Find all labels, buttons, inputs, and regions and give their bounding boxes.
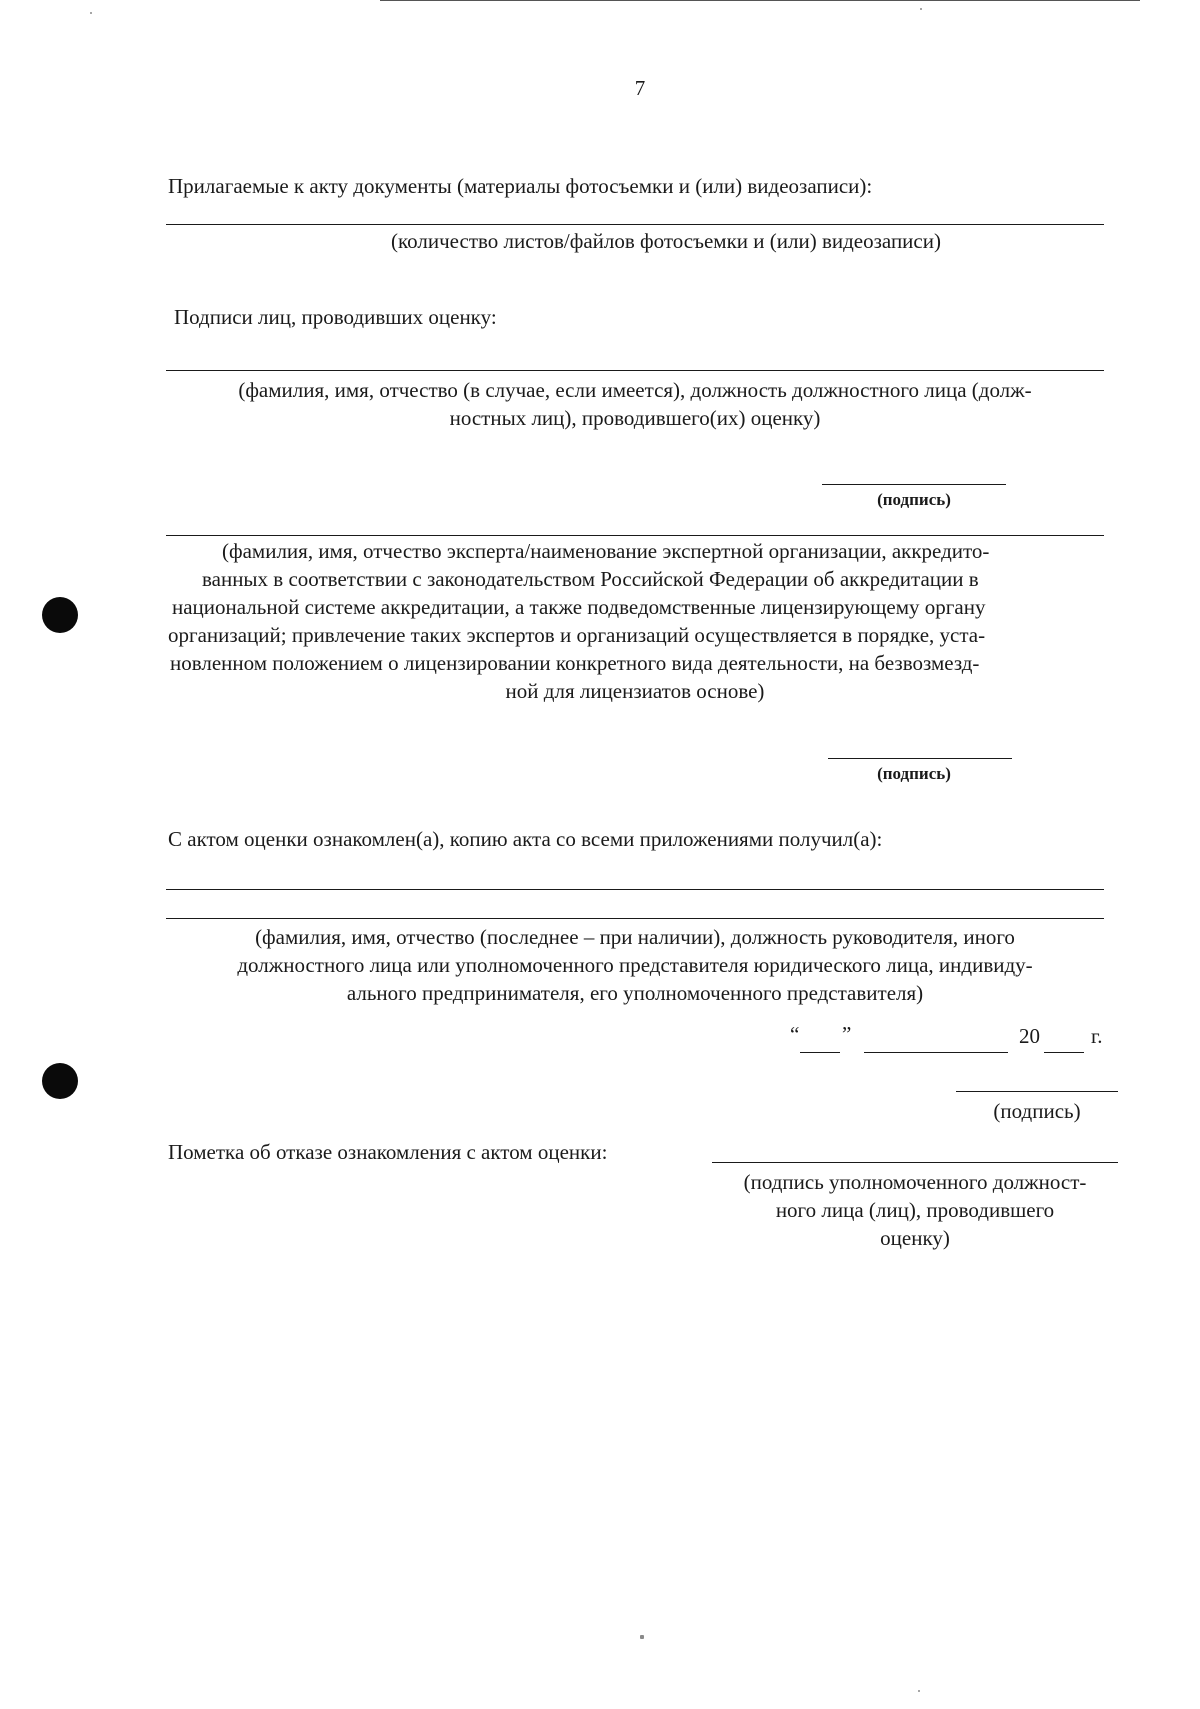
date-month-line (864, 1052, 1008, 1053)
acquaintance-signature-label: (подпись) (993, 1099, 1081, 1123)
official-name-line (166, 370, 1104, 371)
official-caption-line-2: ностных лиц), проводившего(их) оценку) (449, 406, 821, 430)
acquaintance-line-1 (166, 889, 1104, 890)
scan-speck (640, 1635, 644, 1639)
signature-label-1: (подпись) (877, 490, 951, 509)
expert-caption-line-2: ванных в соответствии с законодательством Российской Федерации об аккредитации в (202, 567, 979, 591)
signature-label-2: (подпись) (877, 764, 951, 783)
date-day-line (800, 1052, 840, 1053)
acquaintance-caption-line-2: должностного лица или уполномоченного представителя юридического лица, индивиду- (237, 953, 1033, 977)
scan-top-edge (380, 0, 1140, 1)
signatures-heading: Подписи лиц, проводивших оценку: (174, 305, 497, 329)
date-close-quote: ” (842, 1022, 852, 1046)
scan-speck (920, 8, 922, 10)
date-year-prefix: 20 (1019, 1024, 1040, 1048)
expert-name-line (166, 535, 1104, 536)
expert-caption-line-5: новленном положением о лицензировании конкретного вида деятельности, на безвозмезд- (170, 651, 980, 675)
refusal-signature-line (712, 1162, 1118, 1163)
signature-line-2 (828, 758, 1012, 759)
refusal-caption-line-1: (подпись уполномоченного должност- (743, 1170, 1087, 1194)
date-year-suffix: г. (1091, 1024, 1103, 1048)
acquaintance-caption-line-1: (фамилия, имя, отчество (последнее – при наличии), должность руководителя, иного (255, 925, 1015, 949)
expert-caption-line-6: ной для лицензиатов основе) (505, 679, 765, 703)
scan-speck (918, 1690, 920, 1692)
date-year-line (1044, 1052, 1084, 1053)
attached-docs-caption: (количество листов/файлов фотосъемки и (или) видеозаписи) (391, 229, 941, 253)
punch-hole-top (42, 597, 78, 633)
acquaintance-line-2 (166, 918, 1104, 919)
official-caption-line-1: (фамилия, имя, отчество (в случае, если имеется), должность должностного лица (долж- (238, 378, 1032, 402)
expert-caption-line-4: организаций; привлечение таких экспертов и организаций осуществляется в порядке, уста- (168, 623, 986, 647)
expert-caption-line-1: (фамилия, имя, отчество эксперта/наименование экспертной организации, аккредито- (222, 539, 990, 563)
attached-docs-label: Прилагаемые к акту документы (материалы фотосъемки и (или) видеозаписи): (168, 174, 873, 198)
acquaintance-signature-line (956, 1091, 1118, 1092)
refusal-caption-line-3: оценку) (880, 1226, 950, 1250)
date-open-quote: “ (790, 1022, 800, 1046)
acquaintance-caption-line-3: ального предпринимателя, его уполномоченного представителя) (346, 981, 924, 1005)
refusal-caption-line-2: ного лица (лиц), проводившего (775, 1198, 1055, 1222)
page-number: 7 (634, 76, 646, 100)
scan-speck (90, 12, 92, 14)
punch-hole-bottom (42, 1063, 78, 1099)
acquaintance-label: С актом оценки ознакомлен(а), копию акта со всеми приложениями получил(а): (168, 827, 883, 851)
expert-caption-line-3: национальной системе аккредитации, а также подведомственные лицензирующему органу (172, 595, 986, 619)
signature-line-1 (822, 484, 1006, 485)
refusal-label: Пометка об отказе ознакомления с актом оценки: (168, 1140, 608, 1164)
attached-docs-line (166, 224, 1104, 225)
